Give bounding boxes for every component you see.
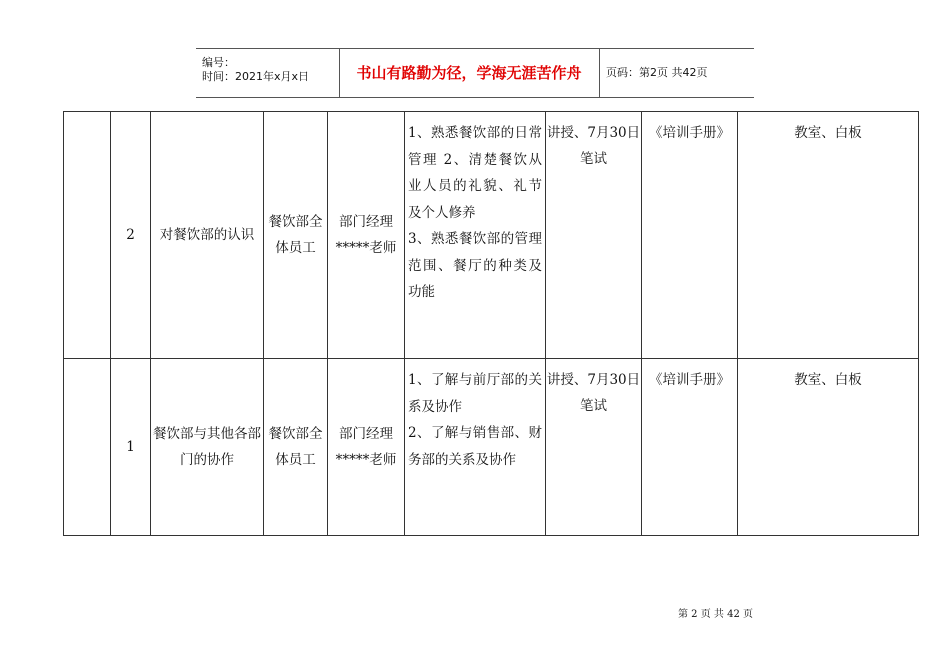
training-topic: 餐饮部与其他各部门的协作 [151,359,264,536]
training-audience: 餐饮部全体员工 [264,359,328,536]
training-venue: 教室、白板 [738,359,919,536]
training-material: 《培训手册》 [642,359,738,536]
trainer-cell [328,359,405,536]
table-row [64,112,919,359]
content-line: 3、熟悉餐饮部的管理范围、餐厅的种类及功能 [408,231,542,300]
trainer-title: 部门经理 [339,426,393,442]
training-audience: 餐饮部全体员工 [264,112,328,359]
trainer-name: *****老师 [335,240,397,256]
training-content [405,112,546,359]
training-method: 讲授、7月30日笔试 [546,359,642,536]
training-venue: 教室、白板 [738,112,919,359]
table-row [64,359,919,536]
header-meta-cell [196,49,340,97]
header-motto: 书山有路勤为径，学海无涯苦作舟 [339,49,600,97]
training-topic: 对餐饮部的认识 [151,112,264,359]
row-index: 2 [111,112,151,359]
header-page-info: 页码：第2页 共42页 [606,66,708,79]
content-line: 1、熟悉餐饮部的日常管理 2、清楚餐饮从业人员的礼貌、礼节及个人修养 [408,125,542,221]
document-number-label: 编号： [202,56,235,69]
trainer-cell [328,112,405,359]
blank-cell [64,359,111,536]
page-footer: 第 2 页 共 42 页 [678,609,753,620]
document-time-label: 时间：2021年x月x日 [202,70,310,83]
trainer-name: *****老师 [335,452,397,468]
content-line: 1、了解与前厅部的关系及协作 [408,372,542,415]
training-content [405,359,546,536]
training-material: 《培训手册》 [642,112,738,359]
blank-cell [64,112,111,359]
page-header [196,48,754,98]
row-index: 1 [111,359,151,536]
training-plan-table [63,111,919,536]
trainer-title: 部门经理 [339,214,393,230]
content-line: 2、了解与销售部、财务部的关系及协作 [408,425,542,468]
training-method: 讲授、7月30日笔试 [546,112,642,359]
